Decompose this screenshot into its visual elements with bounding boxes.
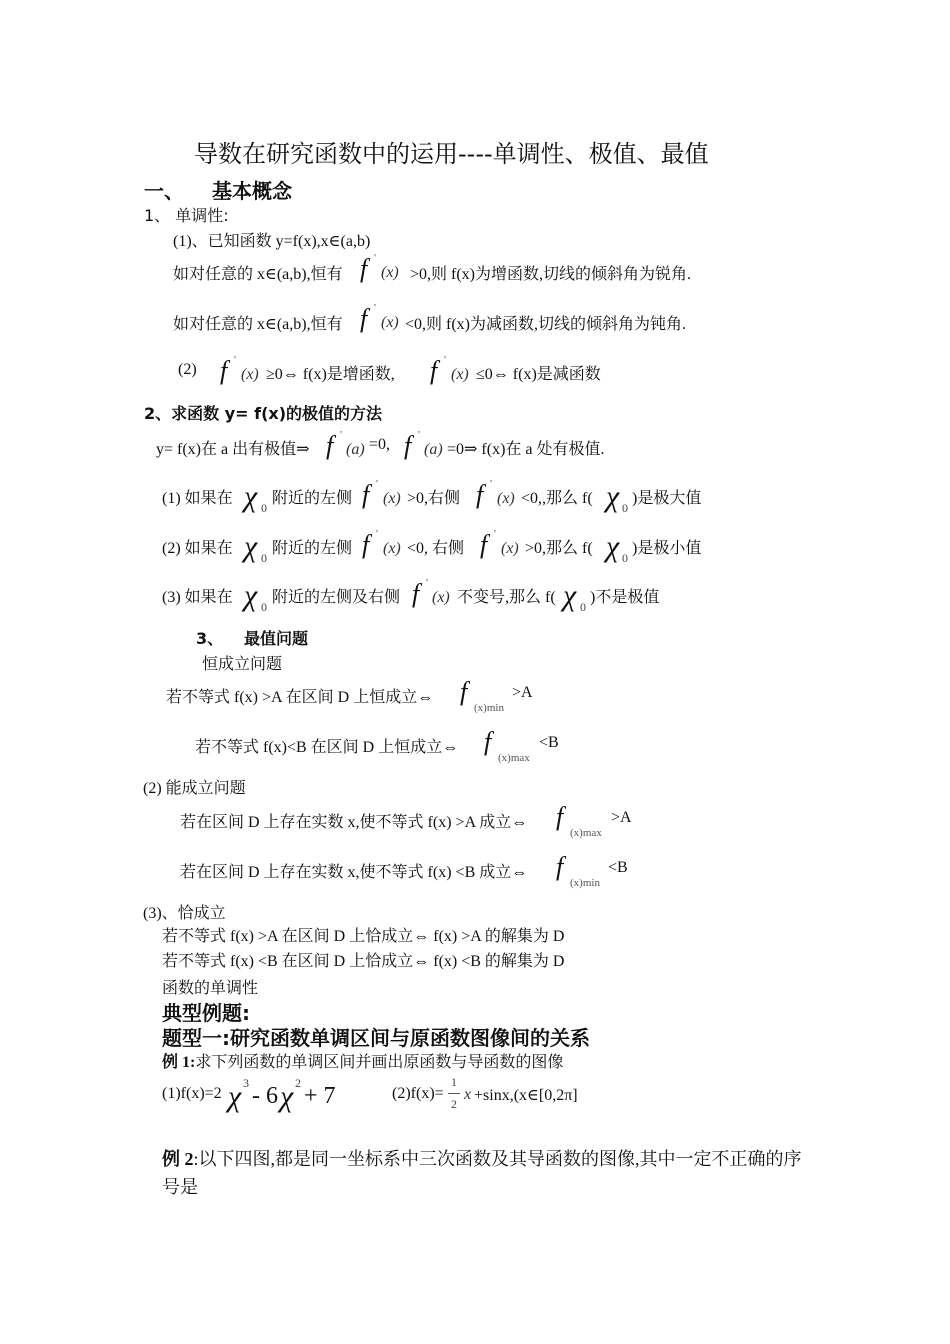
prime-mark: '	[234, 354, 236, 366]
extreme-case-3-sides: 附近的左侧及右侧	[272, 589, 401, 606]
subscript-zero: 0	[261, 600, 267, 614]
f-symbol: f	[484, 727, 492, 756]
subscript-zero: 0	[261, 501, 267, 515]
extreme-case-3-then: 不变号,那么 f(	[457, 589, 556, 606]
extremum-number: 3、	[196, 629, 224, 648]
always-holds-2-text: 若不等式 f(x)<B 在区间 D 上恒成立⇔	[195, 739, 459, 756]
a-arg: (a)	[424, 441, 443, 458]
section-title: 基本概念	[212, 179, 292, 203]
can-hold-2-text: 若在区间 D 上存在实数 x,使不等式 f(x) <B 成立⇔	[180, 864, 528, 881]
extreme-def-result: =0⇒ f(x)在 a 处有极值.	[447, 441, 605, 458]
extreme-case-1-left: 附近的左侧	[272, 490, 353, 507]
f-symbol: f	[412, 579, 420, 608]
mono-line-2-text: 如对任意的 x∈(a,b),恒有	[173, 266, 343, 283]
examples-heading: 典型例题:	[162, 1001, 250, 1025]
subscript-zero: 0	[622, 501, 628, 515]
subscript-zero: 0	[261, 551, 267, 565]
prime-mark: '	[376, 478, 378, 490]
prime-mark: '	[418, 429, 420, 441]
max-subscript: (x)max	[570, 827, 602, 839]
chi-symbol: χ	[606, 530, 620, 563]
x-arg: (x)	[381, 314, 399, 331]
f-symbol: f	[404, 431, 412, 460]
f-symbol: f	[556, 802, 564, 831]
mono-line-2-result: >0,则 f(x)为增函数,切线的倾斜角为锐角.	[410, 266, 692, 283]
x-arg: (x)	[501, 540, 519, 557]
max-subscript: (x)max	[498, 752, 530, 764]
example-2-label: 例 2	[162, 1149, 194, 1169]
a-arg: (a)	[346, 441, 365, 458]
x-arg: (x)	[451, 366, 469, 383]
exponent-3: 3	[243, 1076, 249, 1090]
x-arg: (x)	[241, 366, 259, 383]
x-arg: (x)	[381, 264, 399, 281]
f-symbol: f	[480, 530, 488, 559]
f-symbol: f	[362, 480, 370, 509]
f-symbol: f	[460, 677, 468, 706]
extreme-case-2-then: >0,那么 f(	[525, 540, 593, 557]
prime-mark: '	[444, 354, 446, 366]
x-arg: (x)	[383, 540, 401, 557]
mono-line-3-text: 如对任意的 x∈(a,b),恒有	[173, 316, 343, 333]
mono-line-1: (1)、已知函数 y=f(x),x∈(a,b)	[173, 233, 371, 250]
mono-line-4-inc: ≥0⇔ f(x)是增函数,	[266, 366, 395, 383]
chi-symbol: χ	[563, 579, 577, 612]
always-holds-2-result: <B	[539, 734, 559, 751]
exactly-holds-2: 若不等式 f(x) <B 在区间 D 上恰成立⇔ f(x) <B 的解集为 D	[162, 953, 565, 970]
extreme-case-2-right: <0, 右侧	[407, 540, 465, 557]
f-symbol: f	[220, 356, 228, 385]
f-symbol: f	[362, 530, 370, 559]
extreme-case-1-result: )是极大值	[632, 490, 702, 507]
extreme-case-1-right: >0,右侧	[407, 490, 461, 507]
prime-mark: '	[376, 528, 378, 540]
problem-1-lhs: (1)f(x)=2	[162, 1085, 222, 1102]
f-symbol: f	[430, 356, 438, 385]
f-symbol: f	[360, 304, 368, 333]
min-subscript: (x)min	[570, 877, 600, 889]
extremum-title: 最值问题	[244, 629, 309, 648]
example-2-text: :以下四图,都是同一坐标系中三次函数及其导函数的图像,其中一定不正确的序号是	[162, 1149, 802, 1197]
prime-mark: '	[374, 302, 376, 314]
can-hold-1-text: 若在区间 D 上存在实数 x,使不等式 f(x) >A 成立⇔	[180, 814, 528, 831]
always-holds-1-text: 若不等式 f(x) >A 在区间 D 上恒成立⇔	[166, 689, 434, 706]
exactly-holds-heading: (3)、恰成立	[143, 905, 226, 922]
chi-symbol: χ	[228, 1080, 242, 1113]
extreme-case-1-label: (1) 如果在	[162, 490, 233, 507]
mono-line-4-num: (2)	[178, 361, 197, 378]
chi-symbol: χ	[244, 480, 258, 513]
fraction-numerator: 1	[451, 1075, 457, 1089]
mono-line-3-result: <0,则 f(x)为减函数,切线的倾斜角为钝角.	[405, 316, 687, 333]
section-number: 一、	[144, 179, 184, 203]
extreme-case-1-then: <0,,那么 f(	[521, 490, 593, 507]
prime-mark: '	[374, 252, 376, 264]
min-subscript: (x)min	[474, 702, 504, 714]
mono-line-4-dec: ≤0⇔ f(x)是减函数	[476, 366, 601, 383]
can-hold-2-result: <B	[608, 859, 628, 876]
subscript-zero: 0	[580, 600, 586, 614]
problem-2-rhs: +sinx,(x∈[0,2π]	[474, 1087, 578, 1104]
chi-symbol: χ	[244, 530, 258, 563]
type-one-heading: 题型一:研究函数单调区间与原函数图像间的关系	[162, 1026, 590, 1050]
x-variable: x	[464, 1086, 472, 1103]
subscript-zero: 0	[622, 551, 628, 565]
extreme-case-2-left: 附近的左侧	[272, 540, 353, 557]
x-arg: (x)	[383, 490, 401, 507]
always-holds-heading: 恒成立问题	[202, 656, 283, 673]
example-1-text: 求下列函数的单调区间并画出原函数与导函数的图像	[195, 1054, 564, 1071]
monotonic-heading: 1、 单调性:	[144, 206, 229, 225]
x-arg: (x)	[432, 589, 450, 606]
extreme-case-2-result: )是极小值	[632, 540, 702, 557]
example-2-paragraph	[162, 1145, 812, 1201]
chi-symbol: χ	[244, 579, 258, 612]
chi-symbol: χ	[280, 1080, 294, 1113]
extreme-def-eq: =0,	[369, 436, 391, 453]
f-symbol: f	[326, 431, 334, 460]
extreme-def-text: y= f(x)在 a 出有极值⇒	[156, 441, 310, 458]
fraction-bar	[448, 1093, 460, 1094]
example-1-label: 例 1:	[162, 1054, 196, 1071]
f-symbol: f	[360, 254, 368, 283]
extreme-case-2-label: (2) 如果在	[162, 540, 233, 557]
fraction-denominator: 2	[451, 1097, 457, 1111]
can-hold-1-result: >A	[611, 809, 632, 826]
prime-mark: '	[490, 478, 492, 490]
always-holds-1-result: >A	[512, 684, 533, 701]
prime-mark: '	[494, 528, 496, 540]
monotonic-note: 函数的单调性	[162, 980, 259, 997]
extreme-case-3-label: (3) 如果在	[162, 589, 233, 606]
chi-symbol: χ	[606, 480, 620, 513]
f-symbol: f	[556, 852, 564, 881]
exactly-holds-1: 若不等式 f(x) >A 在区间 D 上恰成立⇔ f(x) >A 的解集为 D	[162, 928, 565, 945]
can-hold-heading: (2) 能成立问题	[143, 780, 246, 797]
x-arg: (x)	[497, 490, 515, 507]
problem-1-plus: + 7	[304, 1083, 336, 1109]
prime-mark: '	[426, 577, 428, 589]
problem-2-lhs: (2)f(x)=	[392, 1085, 444, 1102]
page-title: 导数在研究函数中的运用----单调性、极值、最值	[194, 140, 709, 168]
extreme-case-3-result: )不是极值	[590, 589, 660, 606]
exponent-2: 2	[295, 1076, 301, 1090]
f-symbol: f	[476, 480, 484, 509]
extreme-heading: 2、求函数 y= f(x)的极值的方法	[144, 404, 383, 423]
prime-mark: '	[340, 429, 342, 441]
problem-1-minus: - 6	[252, 1083, 278, 1109]
